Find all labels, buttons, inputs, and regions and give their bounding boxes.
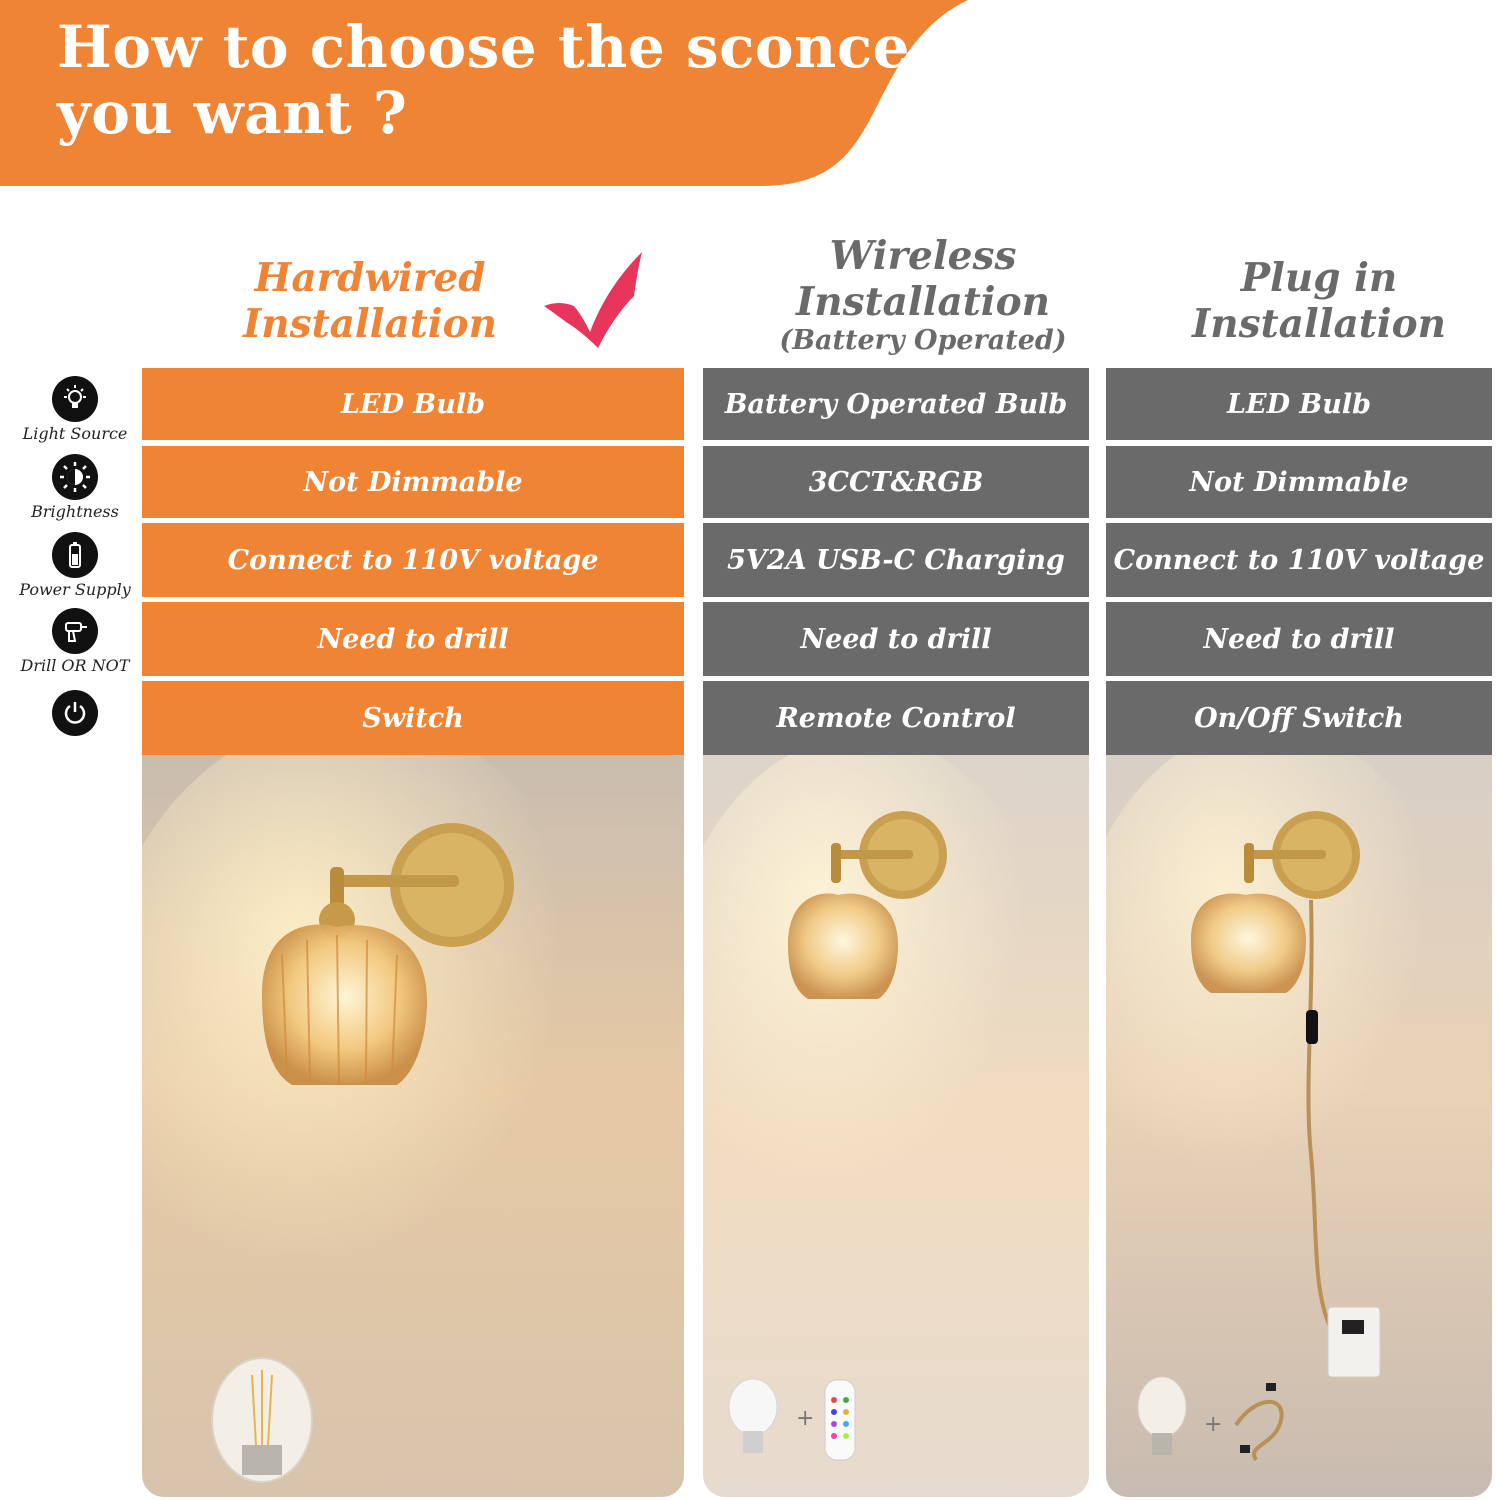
plugin-drill <box>1106 602 1492 676</box>
plugin-brightness <box>1106 446 1492 518</box>
wireless-drill-text: Need to drill <box>800 623 992 655</box>
row-label-power-supply: Power Supply <box>19 580 131 599</box>
plugin-accessory-plus: + <box>1204 1412 1223 1437</box>
wireless-power-supply <box>703 523 1089 597</box>
heading-wireless-sub: (Battery Operated) <box>779 325 1067 356</box>
heading-hardwired-line-2: Installation <box>243 301 497 347</box>
plugin-drill-text: Need to drill <box>1203 623 1395 655</box>
hardwired-drill <box>142 602 684 676</box>
wireless-brightness <box>703 446 1089 518</box>
plugin-brightness-text: Not Dimmable <box>1189 466 1409 498</box>
hardwired-switch <box>142 681 684 755</box>
heading-wireless <box>703 233 1143 357</box>
row-icon-power-supply <box>0 532 150 599</box>
heading-hardwired <box>160 255 580 347</box>
row-label-brightness: Brightness <box>31 502 119 521</box>
plugin-light-source <box>1106 368 1492 440</box>
row-label-drill: Drill OR NOT <box>20 656 130 675</box>
row-icon-light-source <box>0 376 150 443</box>
brightness-icon <box>52 454 98 500</box>
drill-icon <box>52 608 98 654</box>
hardwired-drill-text: Need to drill <box>317 623 509 655</box>
hardwired-brightness <box>142 446 684 518</box>
page-title <box>57 14 910 146</box>
plugin-switch-text: On/Off Switch <box>1194 702 1404 734</box>
wireless-light-source <box>703 368 1089 440</box>
heading-plug-in-line-2: Installation <box>1192 301 1446 347</box>
wireless-sconce-photo <box>703 755 1089 1497</box>
hardwired-switch-text: Switch <box>362 702 464 734</box>
heading-plug-in <box>1106 255 1496 347</box>
battery-icon <box>52 532 98 578</box>
page-title-line-1: How to choose the sconce <box>57 13 910 81</box>
wireless-switch-text: Remote Control <box>776 702 1016 734</box>
row-icon-drill <box>0 608 150 675</box>
wireless-light-source-text: Battery Operated Bulb <box>724 388 1068 420</box>
hardwired-light-source-text: LED Bulb <box>341 388 485 420</box>
heading-hardwired-line-1: Hardwired <box>254 255 486 301</box>
hardwired-brightness-text: Not Dimmable <box>303 466 523 498</box>
hardwired-power-supply-text: Connect to 110V voltage <box>227 544 599 576</box>
hardwired-sconce-photo <box>142 755 684 1497</box>
wireless-drill <box>703 602 1089 676</box>
hardwired-power-supply <box>142 523 684 597</box>
row-icon-brightness <box>0 454 150 521</box>
heading-wireless-line-1: Wireless <box>829 233 1017 279</box>
wireless-switch <box>703 681 1089 755</box>
page-title-line-2: you want ? <box>57 79 408 147</box>
selected-check-icon <box>540 248 646 350</box>
row-icon-switch <box>0 690 150 736</box>
row-label-light-source: Light Source <box>22 424 128 443</box>
plugin-switch <box>1106 681 1492 755</box>
wireless-power-supply-text: 5V2A USB-C Charging <box>727 544 1065 576</box>
wireless-brightness-text: 3CCT&RGB <box>808 466 984 498</box>
light-bulb-icon <box>52 376 98 422</box>
hardwired-light-source <box>142 368 684 440</box>
plugin-power-supply-text: Connect to 110V voltage <box>1113 544 1485 576</box>
plugin-power-supply <box>1106 523 1492 597</box>
wireless-accessory-plus: + <box>796 1406 815 1431</box>
header-banner <box>0 0 1496 190</box>
power-icon <box>52 690 98 736</box>
heading-plug-in-line-1: Plug in <box>1240 255 1398 301</box>
heading-wireless-line-2: Installation <box>796 279 1050 325</box>
plugin-light-source-text: LED Bulb <box>1227 388 1371 420</box>
plugin-sconce-photo <box>1106 755 1492 1497</box>
